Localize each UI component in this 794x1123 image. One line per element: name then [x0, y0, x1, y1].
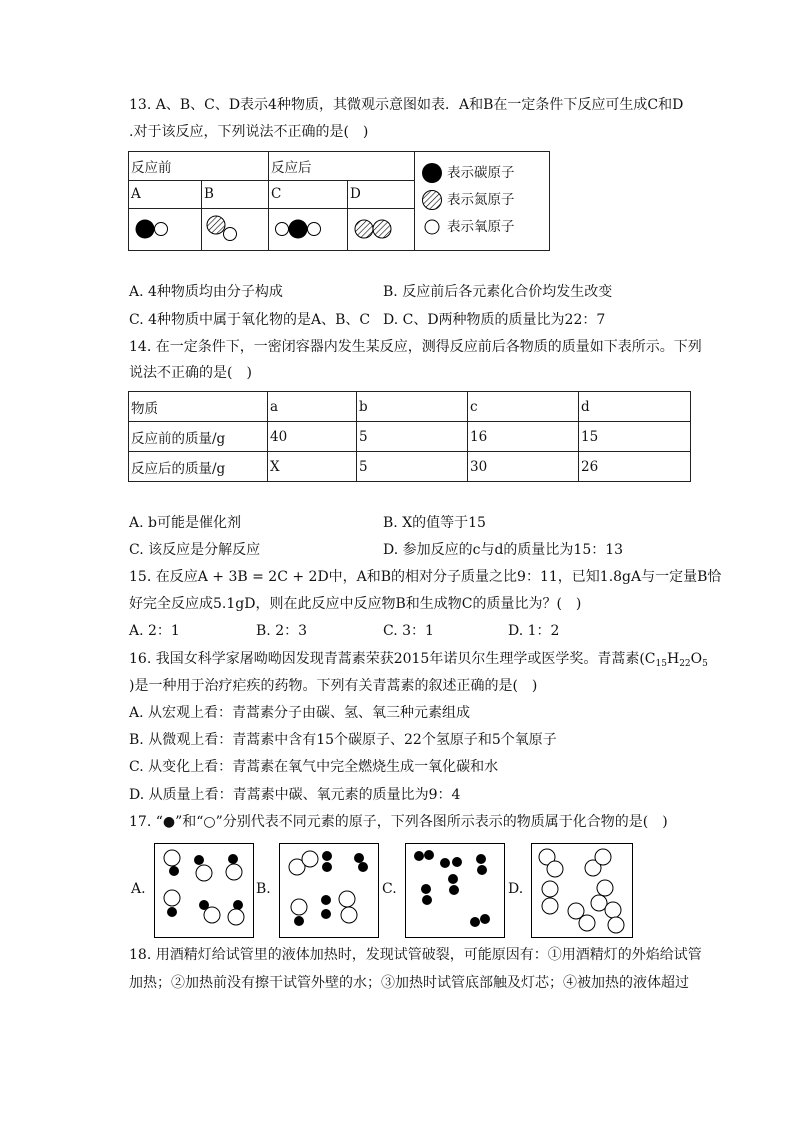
q15-option-b[interactable]: B. 2：3 — [256, 623, 308, 639]
nitrogen-atom-icon — [421, 189, 443, 211]
q15-option-d[interactable]: D. 1：2 — [508, 623, 560, 639]
q18-stem-line2: 加热；②加热前没有擦干试管外壁的水；③加热时试管底部触及灯芯；④被加热的液体超过 — [129, 975, 689, 991]
q13-col-b: B — [202, 181, 269, 208]
q15-option-a[interactable]: A. 2：1 — [129, 623, 180, 639]
q17-diagram-b[interactable] — [279, 843, 379, 938]
formula-sub-h: 22 — [679, 659, 691, 669]
table-cell: 16 — [468, 422, 579, 452]
q13-before-header: 反应前 — [129, 152, 269, 181]
table-cell: 反应后的质量/g — [129, 452, 268, 482]
legend-oxygen: 表示氧原子 — [447, 219, 515, 235]
q17-label-b[interactable]: B. — [256, 881, 271, 897]
q15-stem-line1: 15. 在反应A + 3B = 2C + 2D中，A和B的相对分子质量之比9：11，已知1.8gA与一定量B恰 — [129, 569, 722, 585]
q13-col-d: D — [348, 181, 415, 208]
co-molecule-icon — [131, 214, 191, 244]
q14-option-c[interactable]: C. 该反应是分解反应 — [129, 542, 261, 558]
q14-header-substance: 物质 — [129, 392, 268, 422]
q16-stem-line1 — [129, 650, 708, 673]
q17-stem: 17. “●”和“○”分别代表不同元素的原子，下列各图所示表示的物质属于化合物的是( ) — [129, 814, 668, 830]
q13-col-a: A — [129, 181, 202, 208]
q17-label-d[interactable]: D. — [508, 881, 524, 897]
co2-molecule-icon — [271, 214, 339, 244]
formula-h: H — [666, 651, 680, 667]
q16-option-b[interactable]: B. 从微观上看：青蒿素中含有15个碳原子、22个氢原子和5个氧原子 — [129, 732, 557, 748]
q17-diagram-c[interactable] — [405, 843, 505, 938]
carbon-atom-icon — [421, 162, 443, 184]
q16-option-d[interactable]: D. 从质量上看：青蒿素中碳、氧元素的质量比为9：4 — [129, 787, 461, 803]
q13-legend — [415, 152, 550, 251]
table-cell: 5 — [357, 422, 468, 452]
table-cell: 30 — [468, 452, 579, 482]
q13-molecule-a — [129, 208, 202, 250]
q14-option-b[interactable]: B. X的值等于15 — [383, 515, 486, 531]
q18-stem-line1: 18. 用酒精灯给试管里的液体加热时，发现试管破裂，可能原因有：①用酒精灯的外焰给试管 — [129, 947, 702, 963]
q16-stem-line2: )是一种用于治疗疟疾的药物。下列有关青蒿素的叙述正确的是( ) — [129, 678, 538, 694]
q16-stem-text: 16. 我国女科学家屠呦呦因发现青蒿素荣获2015年诺贝尔生理学或医学奖。青蒿素(C — [129, 651, 656, 667]
table-cell: 5 — [357, 452, 468, 482]
oxygen-atom-icon — [421, 216, 443, 238]
table-cell: 反应前的质量/g — [129, 422, 268, 452]
q17-label-c[interactable]: C. — [382, 881, 397, 897]
table-cell: 40 — [268, 422, 357, 452]
q13-molecule-table — [128, 151, 550, 251]
q14-option-a[interactable]: A. b可能是催化剂 — [129, 515, 241, 531]
q13-molecule-c — [269, 208, 348, 250]
q14-stem-line2: 说法不正确的是( ) — [129, 365, 252, 381]
q14-header-b: b — [357, 392, 468, 422]
q17-diagram-d[interactable] — [531, 843, 633, 938]
legend-nitrogen: 表示氮原子 — [447, 192, 515, 208]
q16-option-c[interactable]: C. 从变化上看：青蒿素在氧气中完全燃烧生成一氧化碳和水 — [129, 759, 499, 775]
formula-sub-c: 15 — [655, 659, 667, 669]
q13-option-b[interactable]: B. 反应前后各元素化合价均发生改变 — [383, 284, 613, 300]
formula-sub-o: 5 — [702, 659, 708, 669]
legend-carbon: 表示碳原子 — [447, 165, 515, 181]
q14-header-a: a — [268, 392, 357, 422]
q13-after-header: 反应后 — [269, 152, 415, 181]
q15-option-c[interactable]: C. 3：1 — [383, 623, 434, 639]
table-row — [129, 422, 691, 452]
q15-stem-line2: 好完全反应成5.1gD，则在此反应中反应物B和生成物C的质量比为？( ) — [129, 596, 582, 612]
table-cell: 26 — [579, 452, 691, 482]
q13-stem-line2: .对于该反应，下列说法不正确的是( ) — [129, 124, 369, 140]
n2-molecule-icon — [350, 214, 406, 244]
q13-molecule-b — [202, 208, 269, 250]
q13-stem-line1: 13. A、B、C、D表示4种物质，其微观示意图如表．A和B在一定条件下反应可生成C和D — [129, 97, 684, 113]
q14-mass-table — [128, 391, 691, 482]
q13-option-c[interactable]: C. 4种物质中属于氧化物的是A、B、C — [129, 312, 371, 328]
table-cell: X — [268, 452, 357, 482]
q14-header-c: c — [468, 392, 579, 422]
formula-o: O — [690, 651, 703, 667]
q13-col-c: C — [269, 181, 348, 208]
q14-stem-line1: 14. 在一定条件下，一密闭容器内发生某反应，测得反应前后各物质的质量如下表所示。下列 — [129, 339, 702, 355]
table-cell: 15 — [579, 422, 691, 452]
no-molecule-icon — [204, 212, 260, 246]
q13-option-a[interactable]: A. 4种物质均由分子构成 — [129, 284, 283, 300]
q16-option-a[interactable]: A. 从宏观上看：青蒿素分子由碳、氢、氧三种元素组成 — [129, 705, 471, 721]
q17-diagram-a[interactable] — [154, 843, 254, 938]
q17-label-a[interactable]: A. — [131, 881, 146, 897]
table-row — [129, 452, 691, 482]
q13-option-d[interactable]: D. C、D两种物质的质量比为22：7 — [383, 312, 606, 328]
q13-molecule-d — [348, 208, 415, 250]
q14-option-d[interactable]: D. 参加反应的c与d的质量比为15：13 — [383, 542, 624, 558]
q14-header-d: d — [579, 392, 691, 422]
